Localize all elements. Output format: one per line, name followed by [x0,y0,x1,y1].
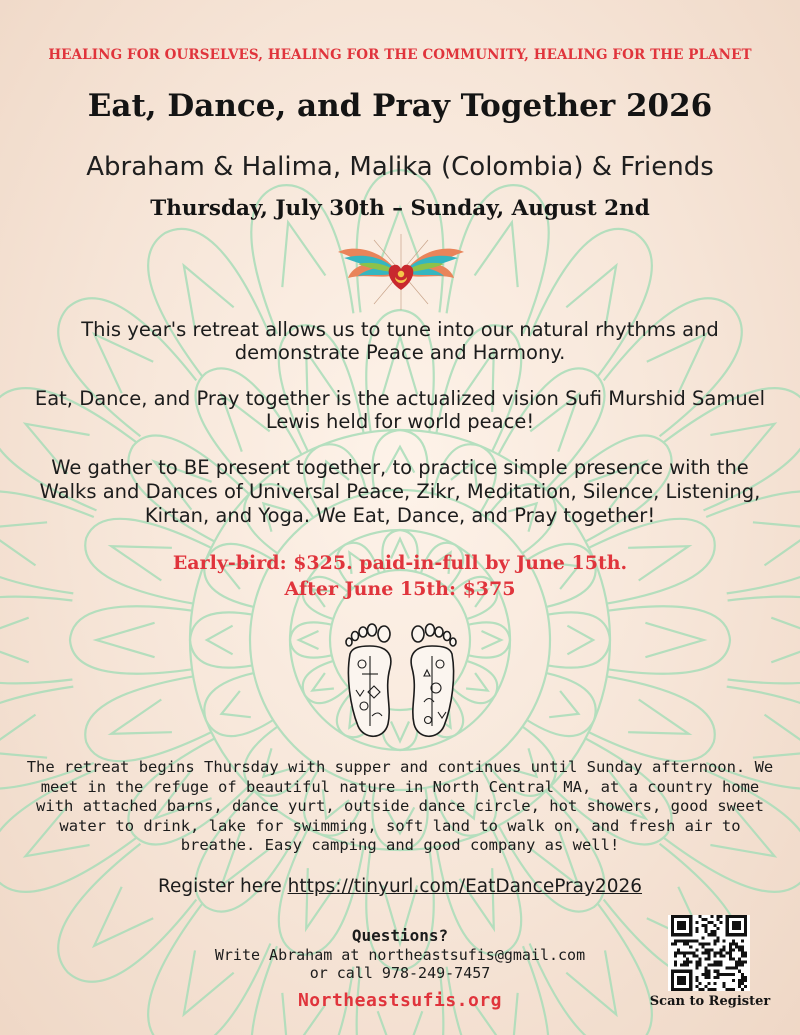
register-label: Register here [157,876,288,897]
contact-phone-line: or call 978-249-7457 [309,964,491,982]
activities-paragraph: We gather to BE present together, to practice simple presence with the Walks and Dances of Universal Peace, Zikr, Meditation, Silence, Listening, Kirtan, and Yoga. We Eat, Dance, and Pray together! [39,456,761,527]
feet-with-symbols-icon [336,616,466,744]
page-title: Eat, Dance, and Pray Together 2026 [87,88,713,124]
winged-heart-icon [336,232,466,312]
intro-paragraph: This year's retreat allows us to tune into our natural rhythms and demonstrate Peace and Harmony. [81,318,719,364]
vision-paragraph: Eat, Dance, and Pray together is the actualized vision Sufi Murshid Samuel Lewis held for world peace! [34,387,766,433]
register-link[interactable]: https://tinyurl.com/EatDancePray2026 [287,876,643,897]
questions-heading: Questions? [351,926,449,945]
qr-code-icon[interactable] [668,915,750,991]
register-line [0,876,800,897]
regular-price: After June 15th: $375 [284,578,516,600]
tagline: HEALING FOR OURSELVES, HEALING FOR THE COMMUNITY, HEALING FOR THE PLANET [48,47,752,63]
subtitle: Abraham & Halima, Malika (Colombia) & Friends [86,152,714,182]
early-bird-price: Early-bird: $325. paid-in-full by June 15th. [172,552,628,574]
website-link[interactable]: Northeastsufis.org [297,990,503,1011]
qr-caption: Scan to Register [649,994,771,1009]
event-dates: Thursday, July 30th – Sunday, August 2nd [150,196,650,221]
contact-email-line: Write Abraham at northeastsufis@gmail.com [214,946,586,964]
retreat-details: The retreat begins Thursday with supper and continues until Sunday afternoon. We meet in the refuge of beautiful nature in North Central MA, at a country home with attached barns, dance yurt, outside dance circle, hot showers, good sweet water to drink, lake for swimming, soft land to walk on, and fresh air to breathe. Easy camping and good company as well! [26,758,774,854]
